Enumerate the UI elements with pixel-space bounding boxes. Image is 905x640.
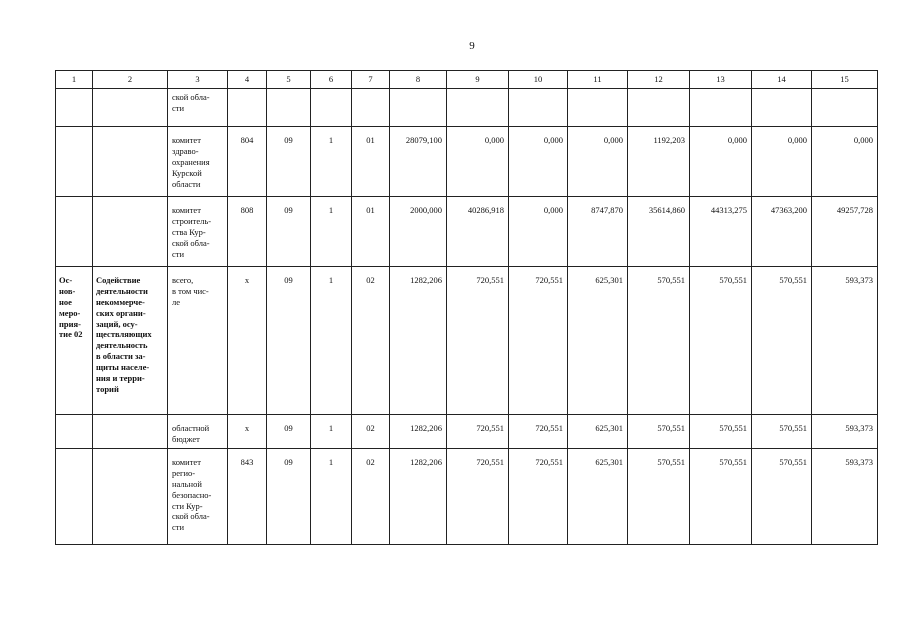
table-cell-col15 (812, 89, 878, 127)
table-cell-col5: 09 (267, 267, 311, 415)
column-header-12: 12 (628, 71, 690, 89)
table-cell-col4: х (228, 415, 267, 449)
table-cell-col12: 570,551 (628, 449, 690, 545)
table-cell-col13: 0,000 (690, 127, 752, 197)
column-header-15: 15 (812, 71, 878, 89)
table-cell-col1 (56, 197, 93, 267)
table-row (56, 127, 878, 197)
table-cell-col10: 720,551 (509, 267, 568, 415)
table-cell-col10 (509, 89, 568, 127)
column-header-13: 13 (690, 71, 752, 89)
table-cell-col11: 625,301 (568, 267, 628, 415)
table-cell-col9: 720,551 (447, 267, 509, 415)
table-cell-col14: 0,000 (752, 127, 812, 197)
table-cell-col10: 0,000 (509, 197, 568, 267)
table-row (56, 449, 878, 545)
table-cell-col10: 0,000 (509, 127, 568, 197)
table-cell-col11: 625,301 (568, 449, 628, 545)
table-cell-col15: 593,373 (812, 415, 878, 449)
table-cell-col6: 1 (311, 267, 352, 415)
table-cell-col7: 01 (352, 127, 390, 197)
table-cell-col12 (628, 89, 690, 127)
table-cell-col1 (56, 449, 93, 545)
budget-table (55, 70, 878, 545)
table-cell-col1 (56, 127, 93, 197)
table-cell-col3: комитет регио- нальной безопасно- сти Кур- ской обла- сти (168, 449, 228, 545)
table-cell-col4: 804 (228, 127, 267, 197)
table-cell-col1: Ос- нов- ное меро- прия- тие 02 (56, 267, 93, 415)
table-cell-col7: 02 (352, 415, 390, 449)
table-cell-col2 (93, 197, 168, 267)
table-cell-col4: 843 (228, 449, 267, 545)
table-cell-col8: 28079,100 (390, 127, 447, 197)
table-cell-col7 (352, 89, 390, 127)
table-cell-col2: Содействие деятельности некоммерче- ских органи- заций, осу- ществляющих деятельность в области за- щиты населе- ния и терри- торий (93, 267, 168, 415)
column-header-14: 14 (752, 71, 812, 89)
table-cell-col12: 35614,860 (628, 197, 690, 267)
table-cell-col7: 01 (352, 197, 390, 267)
column-header-5: 5 (267, 71, 311, 89)
table-cell-col1 (56, 415, 93, 449)
table-cell-col7: 02 (352, 267, 390, 415)
column-header-3: 3 (168, 71, 228, 89)
table-cell-col2 (93, 89, 168, 127)
column-header-9: 9 (447, 71, 509, 89)
table-cell-col4: х (228, 267, 267, 415)
table-cell-col5: 09 (267, 197, 311, 267)
table-cell-col13: 570,551 (690, 267, 752, 415)
table-cell-col9: 720,551 (447, 449, 509, 545)
table-cell-col1 (56, 89, 93, 127)
table-cell-col14: 570,551 (752, 415, 812, 449)
table-cell-col11: 0,000 (568, 127, 628, 197)
column-header-7: 7 (352, 71, 390, 89)
table-cell-col11: 625,301 (568, 415, 628, 449)
table-cell-col9: 0,000 (447, 127, 509, 197)
table-cell-col6: 1 (311, 449, 352, 545)
table-cell-col10: 720,551 (509, 449, 568, 545)
table-cell-col13: 570,551 (690, 449, 752, 545)
table-row (56, 89, 878, 127)
table-cell-col6: 1 (311, 415, 352, 449)
table-cell-col14: 47363,200 (752, 197, 812, 267)
table-cell-col7: 02 (352, 449, 390, 545)
table-cell-col4 (228, 89, 267, 127)
table-cell-col5: 09 (267, 127, 311, 197)
table-cell-col2 (93, 127, 168, 197)
table-cell-col12: 1192,203 (628, 127, 690, 197)
table-cell-col9: 720,551 (447, 415, 509, 449)
table-cell-col6 (311, 89, 352, 127)
table-cell-col11 (568, 89, 628, 127)
table-cell-col6: 1 (311, 127, 352, 197)
table-cell-col3: всего, в том чис- ле (168, 267, 228, 415)
table-cell-col13 (690, 89, 752, 127)
table-cell-col8: 2000,000 (390, 197, 447, 267)
page-number: 9 (469, 40, 475, 52)
column-header-11: 11 (568, 71, 628, 89)
table-row (56, 267, 878, 415)
column-header-1: 1 (56, 71, 93, 89)
table-cell-col2 (93, 449, 168, 545)
table-cell-col3: комитет строитель- ства Кур- ской обла- сти (168, 197, 228, 267)
table-cell-col15: 593,373 (812, 267, 878, 415)
table-cell-col15: 49257,728 (812, 197, 878, 267)
column-header-6: 6 (311, 71, 352, 89)
table-cell-col8 (390, 89, 447, 127)
table-cell-col15: 0,000 (812, 127, 878, 197)
header-row (56, 71, 878, 89)
table-cell-col14 (752, 89, 812, 127)
table-cell-col3: комитет здраво- охранения Курской области (168, 127, 228, 197)
table-cell-col13: 570,551 (690, 415, 752, 449)
table-cell-col5 (267, 89, 311, 127)
table-cell-col9 (447, 89, 509, 127)
table-cell-col12: 570,551 (628, 415, 690, 449)
table-cell-col14: 570,551 (752, 267, 812, 415)
table-cell-col5: 09 (267, 415, 311, 449)
table-cell-col8: 1282,206 (390, 449, 447, 545)
table-cell-col11: 8747,870 (568, 197, 628, 267)
table-row (56, 197, 878, 267)
table-cell-col13: 44313,275 (690, 197, 752, 267)
table-cell-col6: 1 (311, 197, 352, 267)
column-header-2: 2 (93, 71, 168, 89)
column-header-10: 10 (509, 71, 568, 89)
table-row (56, 415, 878, 449)
column-header-4: 4 (228, 71, 267, 89)
table-cell-col3: ской обла- сти (168, 89, 228, 127)
table-cell-col2 (93, 415, 168, 449)
table-cell-col9: 40286,918 (447, 197, 509, 267)
table-cell-col8: 1282,206 (390, 415, 447, 449)
table-cell-col4: 808 (228, 197, 267, 267)
table-cell-col15: 593,373 (812, 449, 878, 545)
table-cell-col3: областной бюджет (168, 415, 228, 449)
table-cell-col10: 720,551 (509, 415, 568, 449)
table-cell-col8: 1282,206 (390, 267, 447, 415)
table-cell-col14: 570,551 (752, 449, 812, 545)
column-header-8: 8 (390, 71, 447, 89)
table-cell-col5: 09 (267, 449, 311, 545)
table-cell-col12: 570,551 (628, 267, 690, 415)
